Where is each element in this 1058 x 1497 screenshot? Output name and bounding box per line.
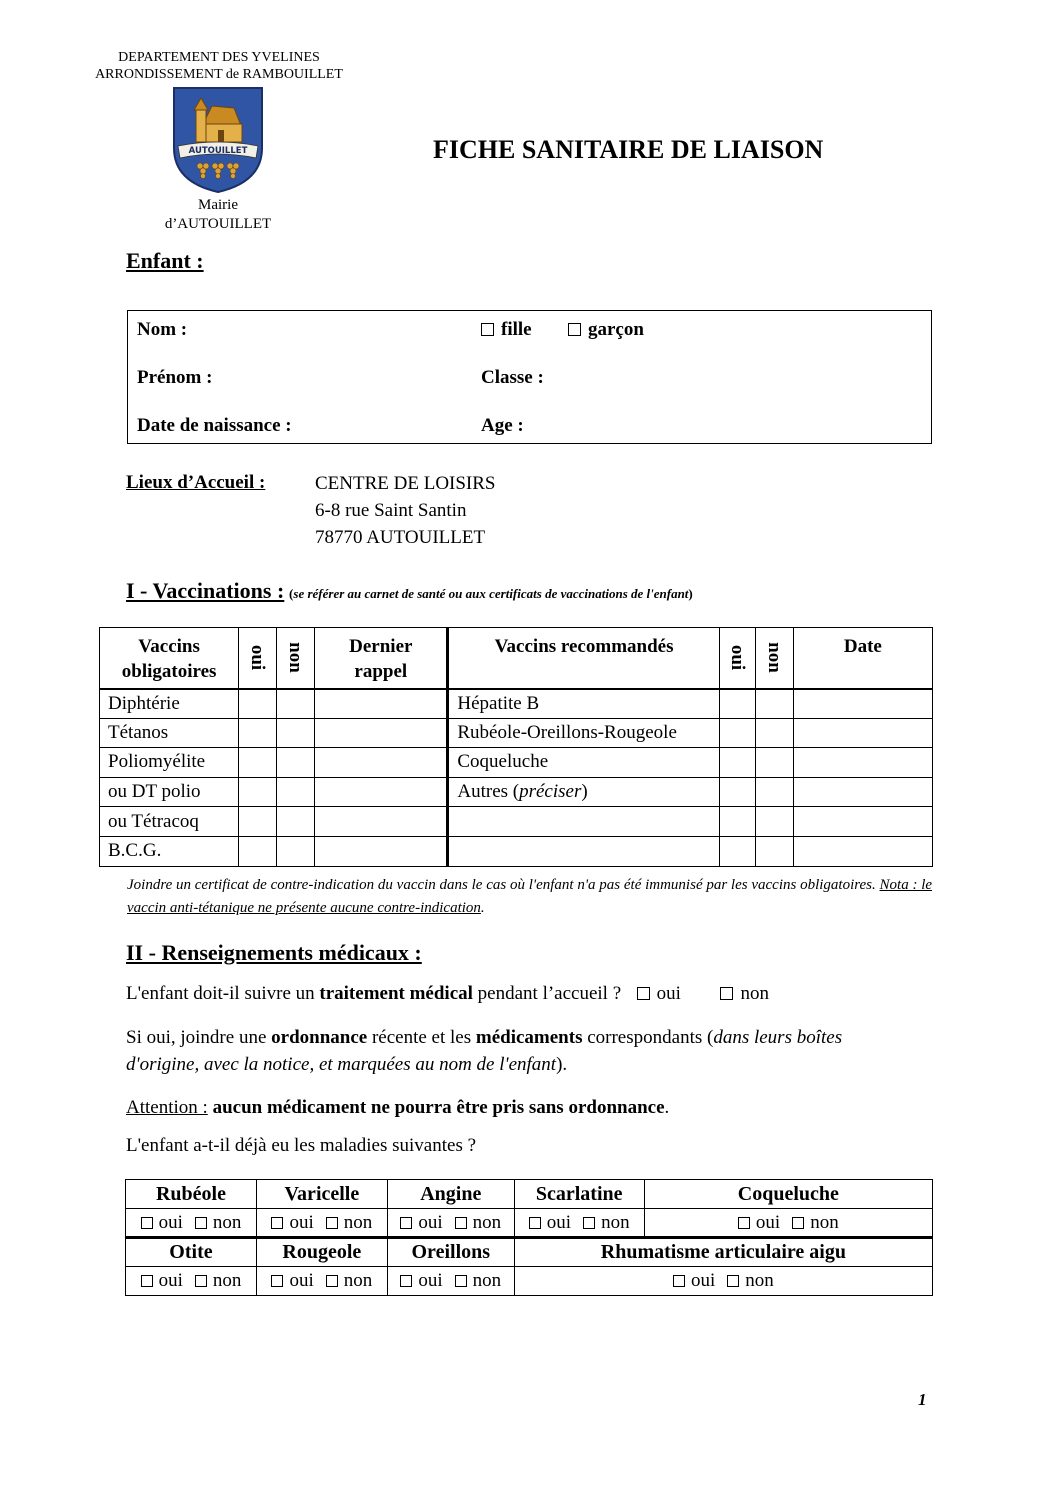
vaccinations-subtitle: se référer au carnet de santé ou aux certificats de vaccinations de l'enfant — [293, 586, 689, 601]
attention-line: Attention : aucun médicament ne pourra être pris sans ordonnance. — [126, 1097, 670, 1118]
checkbox-non[interactable] — [195, 1217, 207, 1229]
child-info-box — [127, 310, 932, 444]
vaccin-recommande-cell: Rubéole-Oreillons-Rougeole — [448, 718, 719, 748]
vaccin-obligatoire-cell: Poliomyélite — [100, 748, 239, 778]
maladie-name: Varicelle — [256, 1180, 387, 1209]
ordonnance-paragraph: Si oui, joindre une ordonnance récente et les médicaments correspondants (dans leurs boîtes d'origine, avec la notice, et marquées au nom de l'enfant). — [126, 1027, 843, 1075]
col-vaccins-obligatoires: Vaccins obligatoires — [100, 628, 239, 689]
treatment-non-option[interactable]: non — [720, 983, 769, 1004]
lieux-line-2: 6-8 rue Saint Santin — [315, 500, 467, 521]
maladie-options: oui non — [514, 1209, 644, 1238]
cell-oui-2[interactable] — [719, 748, 755, 778]
vaccin-recommande-empty[interactable] — [448, 836, 719, 866]
vaccin-obligatoire-cell: B.C.G. — [100, 836, 239, 866]
label-prenom: Prénom : — [137, 367, 213, 388]
cell-rappel[interactable] — [315, 777, 448, 807]
lieux-address — [315, 470, 496, 551]
lieux-line-3: 78770 AUTOUILLET — [315, 527, 486, 548]
cell-oui[interactable] — [239, 836, 277, 866]
col-non: non — [277, 628, 315, 689]
checkbox-non[interactable] — [455, 1217, 467, 1229]
checkbox-treatment-oui[interactable] — [637, 987, 650, 1000]
cell-oui-2[interactable] — [719, 689, 755, 719]
checkbox-non[interactable] — [455, 1275, 467, 1287]
checkbox-oui[interactable] — [141, 1217, 153, 1229]
checkbox-oui[interactable] — [400, 1275, 412, 1287]
dept-line-1: DEPARTEMENT DES YVELINES — [118, 50, 320, 65]
col-non-2: non — [755, 628, 793, 689]
vaccin-obligatoire-cell: Tétanos — [100, 718, 239, 748]
maladie-options: oui non — [256, 1267, 387, 1296]
cell-non[interactable] — [277, 718, 315, 748]
cell-rappel[interactable] — [315, 807, 448, 837]
maladie-name: Rougeole — [256, 1238, 387, 1267]
cell-date[interactable] — [793, 689, 932, 719]
cell-date[interactable] — [793, 836, 932, 866]
maladie-options: oui non — [514, 1267, 932, 1296]
cell-oui[interactable] — [239, 807, 277, 837]
cell-date[interactable] — [793, 718, 932, 748]
checkbox-oui[interactable] — [673, 1275, 685, 1287]
cell-non[interactable] — [277, 748, 315, 778]
maladies-header-row-2 — [126, 1238, 933, 1267]
table-row — [100, 777, 933, 807]
checkbox-oui[interactable] — [141, 1275, 153, 1287]
label-date-naissance: Date de naissance : — [137, 415, 292, 436]
maladie-name: Oreillons — [387, 1238, 514, 1267]
checkbox-oui[interactable] — [400, 1217, 412, 1229]
col-oui: oui — [239, 628, 277, 689]
checkbox-non[interactable] — [792, 1217, 804, 1229]
vaccin-obligatoire-cell: ou DT polio — [100, 777, 239, 807]
cell-non[interactable] — [277, 807, 315, 837]
col-oui-2: oui — [719, 628, 755, 689]
checkbox-non[interactable] — [195, 1275, 207, 1287]
mairie-line-2: d’AUTOUILLET — [164, 216, 272, 232]
cell-non-2[interactable] — [755, 836, 793, 866]
section-enfant-heading: Enfant : — [126, 248, 204, 273]
checkbox-non[interactable] — [727, 1275, 739, 1287]
checkbox-treatment-non[interactable] — [720, 987, 733, 1000]
label-fille: fille — [501, 319, 532, 340]
cell-non[interactable] — [277, 689, 315, 719]
maladie-name: Coqueluche — [644, 1180, 932, 1209]
maladies-table — [125, 1179, 933, 1296]
maladies-options-row-1 — [126, 1209, 933, 1238]
section-vaccinations-heading: I - Vaccinations : — [126, 578, 285, 603]
gender-garcon-option[interactable] — [568, 319, 644, 341]
maladies-question: L'enfant a-t-il déjà eu les maladies suivantes ? — [126, 1135, 477, 1156]
page-number: 1 — [918, 1390, 927, 1409]
cell-oui-2[interactable] — [719, 718, 755, 748]
document-title: FICHE SANITAIRE DE LIAISON — [433, 135, 824, 164]
table-row — [100, 718, 933, 748]
cell-rappel[interactable] — [315, 836, 448, 866]
maladie-options: oui non — [387, 1209, 514, 1238]
vaccination-note — [127, 874, 937, 920]
cell-rappel[interactable] — [315, 718, 448, 748]
vaccin-obligatoire-cell: ou Tétracoq — [100, 807, 239, 837]
maladie-options: oui non — [644, 1209, 932, 1238]
cell-non-2[interactable] — [755, 718, 793, 748]
department-header — [60, 49, 378, 83]
cell-date[interactable] — [793, 748, 932, 778]
checkbox-oui[interactable] — [738, 1217, 750, 1229]
note-text: Joindre un certificat de contre-indication du vaccin dans le cas où l'enfant n'a pas été immunisé par les vaccins obligatoires. — [127, 877, 880, 893]
checkbox-non[interactable] — [326, 1217, 338, 1229]
subtitle-paren-open: ( — [289, 586, 294, 601]
cell-date[interactable] — [793, 807, 932, 837]
mairie-caption — [128, 196, 308, 234]
checkbox-oui[interactable] — [529, 1217, 541, 1229]
note-nota: Nota : le vaccin anti-tétanique ne présente aucune contre-indication — [127, 877, 933, 916]
lieux-line-1: CENTRE DE LOISIRS — [315, 473, 496, 494]
note-period: . — [480, 900, 485, 916]
vaccinations-heading-row — [126, 578, 693, 604]
vaccin-autres-cell: Autres (préciser) — [448, 777, 719, 807]
cell-non[interactable] — [277, 836, 315, 866]
table-row — [100, 748, 933, 778]
cell-rappel[interactable] — [315, 748, 448, 778]
cell-non-2[interactable] — [755, 777, 793, 807]
label-garcon: garçon — [588, 319, 644, 340]
table-row — [100, 807, 933, 837]
cell-oui-2[interactable] — [719, 777, 755, 807]
label-nom: Nom : — [137, 319, 188, 340]
section-medical-heading: II - Renseignements médicaux : — [126, 940, 422, 965]
maladie-name: Rhumatisme articulaire aigu — [514, 1238, 932, 1267]
checkbox-fille[interactable] — [481, 323, 494, 336]
svg-text:AUTOUILLET: AUTOUILLET — [188, 146, 248, 156]
cell-date[interactable] — [793, 777, 932, 807]
table-row — [100, 836, 933, 866]
label-age: Age : — [481, 415, 524, 436]
lieux-label: Lieux d’Accueil : — [126, 472, 266, 493]
maladies-header-row-1 — [126, 1180, 933, 1209]
maladie-options: oui non — [256, 1209, 387, 1238]
vaccin-recommande-cell: Hépatite B — [448, 689, 719, 719]
cell-oui[interactable] — [239, 718, 277, 748]
autouillet-coat-of-arms — [172, 86, 264, 194]
maladie-name: Otite — [126, 1238, 257, 1267]
table-header-row — [100, 628, 933, 689]
gender-fille-option[interactable] — [481, 319, 532, 341]
cell-oui[interactable] — [239, 689, 277, 719]
treatment-question: L'enfant doit-il suivre un traitement médical pendant l’accueil ? oui non — [126, 983, 769, 1004]
cell-non[interactable] — [277, 777, 315, 807]
cell-non-2[interactable] — [755, 689, 793, 719]
checkbox-oui[interactable] — [271, 1275, 283, 1287]
cell-oui-2[interactable] — [719, 807, 755, 837]
vaccin-recommande-empty[interactable] — [448, 807, 719, 837]
checkbox-non[interactable] — [326, 1275, 338, 1287]
maladie-name: Angine — [387, 1180, 514, 1209]
cell-non-2[interactable] — [755, 748, 793, 778]
maladie-options: oui non — [126, 1267, 257, 1296]
checkbox-oui[interactable] — [271, 1217, 283, 1229]
checkbox-non[interactable] — [583, 1217, 595, 1229]
maladies-options-row-2 — [126, 1267, 933, 1296]
subtitle-paren-close: ) — [688, 586, 693, 601]
dept-line-2: ARRONDISSEMENT de RAMBOUILLET — [95, 67, 343, 82]
label-classe: Classe : — [481, 367, 544, 388]
vaccin-recommande-cell: Coqueluche — [448, 748, 719, 778]
vaccinations-table — [99, 627, 933, 867]
cell-oui-2[interactable] — [719, 836, 755, 866]
cell-oui[interactable] — [239, 748, 277, 778]
table-row — [100, 689, 933, 719]
treatment-oui-option[interactable]: oui — [637, 983, 681, 1004]
col-dernier-rappel: Dernier rappel — [315, 628, 448, 689]
col-vaccins-recommandes: Vaccins recommandés — [448, 628, 719, 689]
maladie-options: oui non — [387, 1267, 514, 1296]
checkbox-garcon[interactable] — [568, 323, 581, 336]
cell-oui[interactable] — [239, 777, 277, 807]
vaccin-obligatoire-cell: Diphtérie — [100, 689, 239, 719]
col-date: Date — [793, 628, 932, 689]
maladie-name: Scarlatine — [514, 1180, 644, 1209]
maladie-name: Rubéole — [126, 1180, 257, 1209]
mairie-line-1: Mairie — [198, 197, 238, 213]
maladie-options: oui non — [126, 1209, 257, 1238]
cell-non-2[interactable] — [755, 807, 793, 837]
cell-rappel[interactable] — [315, 689, 448, 719]
